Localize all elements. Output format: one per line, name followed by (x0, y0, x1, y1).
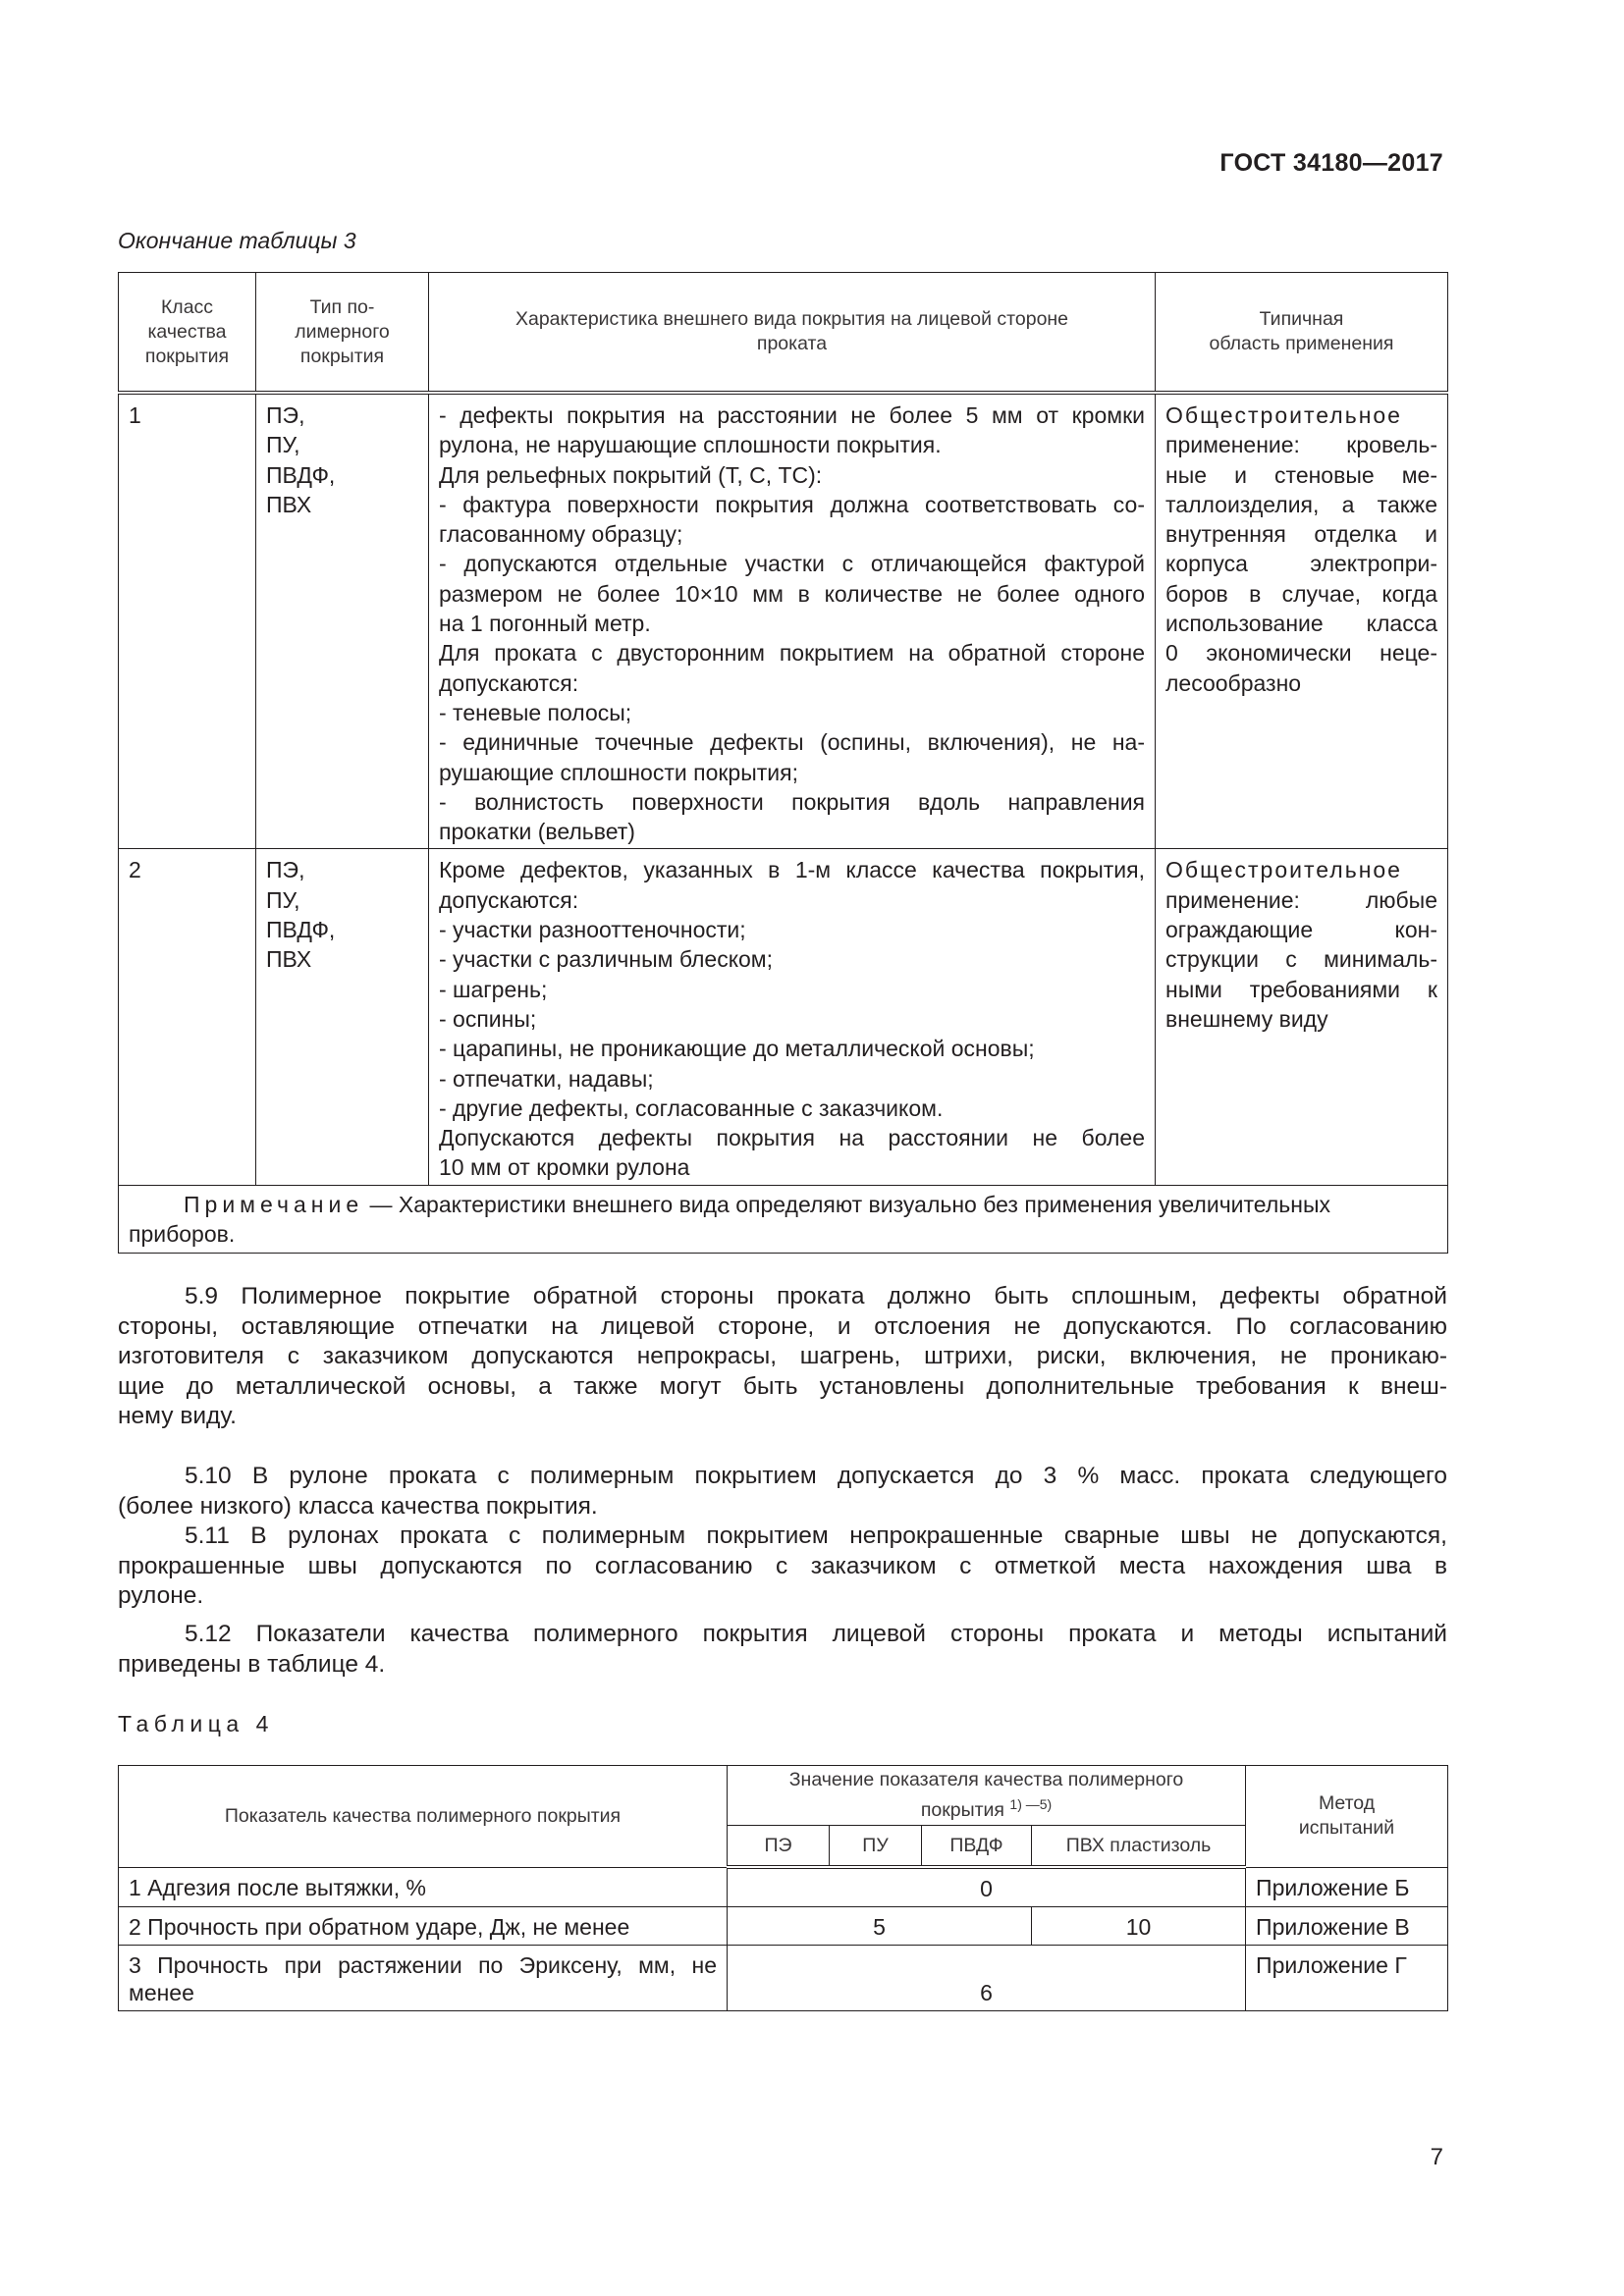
table4-col-indicator: Показатель качества полимерного покрытия (119, 1766, 728, 1868)
paragraph-5-11: 5.11 В рулонах проката с полимерным покрытием непрокрашенные сварные швы не допускаются, прокрашенные швы допускаются по согласованию с заказчиком с отметкой места нахождения шва в рулоне. (118, 1522, 1447, 1610)
subcol-pe: ПЭ (728, 1826, 830, 1868)
table3-caption: Окончание таблицы 3 (118, 228, 356, 253)
table4-header-row (119, 1766, 1448, 1826)
table-3 (118, 272, 1448, 1254)
indicator-cell: 3 Прочность при растяжении по Эриксену, мм, не менее (119, 1946, 728, 2011)
value-cell: 0 (728, 1867, 1246, 1907)
paragraph-5-9: 5.9 Полимерное покрытие обратной стороны проката должно быть сплошным, дефекты обратной стороны, оставляющие отпечатки на лицевой стороне, и отслоения не допускаются. По согласованию изготовителя с заказчиком допускаются непрокрасы, шагрень, штрихи, риски, включения, не проникаю- щие до металлической основы, а также могут быть установлены дополнительные требования к внеш- нему виду. (118, 1283, 1447, 1430)
class-cell: 1 (119, 393, 256, 849)
subcol-pvdf: ПВДФ (922, 1826, 1032, 1868)
method-cell: Приложение Б (1246, 1867, 1448, 1907)
subcol-pvc: ПВХ пластизоль (1032, 1826, 1246, 1868)
note-text-continued: приборов. (129, 1220, 236, 1247)
table4-col-value: Значение показателя качества полимерного покрытия $^{1) —5)}$ (728, 1766, 1246, 1826)
table-row (119, 1946, 1448, 2011)
description-cell: Кроме дефектов, указанных в 1-м классе качества покрытия, допускаются: - участки разнооттеночности; - участки с различным блеском; - шагрень; - оспины; - царапины, не проникающие до металлической основы; - отпечатки, надавы; - другие дефекты, согласованные с заказчиком. Допускаются дефекты покрытия на расстоянии не более 10 мм от кромки рулона (429, 849, 1156, 1185)
table3-col-characteristic: Характеристика внешнего вида покрытия на лицевой стороне проката (429, 273, 1156, 394)
method-cell: Приложение В (1246, 1907, 1448, 1946)
note-text: — Характеристики внешнего вида определяют визуально без применения увеличительных (363, 1191, 1330, 1217)
table-note (119, 1185, 1448, 1253)
table3-col-application: Типичная область применения (1156, 273, 1448, 394)
value-cell: 10 (1032, 1907, 1246, 1946)
footnote-ref: 1) —5) (1009, 1796, 1053, 1812)
class-cell: 2 (119, 849, 256, 1185)
subcol-pu: ПУ (830, 1826, 922, 1868)
value-cell: 5 (728, 1907, 1032, 1946)
table3-col-class: Класс качества покрытия (119, 273, 256, 394)
note-label: Примечание (184, 1191, 364, 1217)
table3-col-type: Тип по- лимерного покрытия (256, 273, 429, 394)
table-4 (118, 1765, 1448, 2011)
table-row (119, 1867, 1448, 1907)
table-row (119, 393, 1448, 849)
page-number: 7 (1430, 2144, 1443, 2170)
document-header: ГОСТ 34180—2017 (1219, 149, 1443, 177)
table3-header-row (119, 273, 1448, 394)
table-note-row (119, 1185, 1448, 1253)
description-cell: - дефекты покрытия на расстоянии не более 5 мм от кромки рулона, не нарушающие сплошности покрытия. Для рельефных покрытий (Т, С, ТС): - фактура поверхности покрытия должна соответствовать со- гласованному образцу; - допускаются отдельные участки с отличающейся фактурой размером не более 10×10 мм в количестве не более одного на 1 погонный метр. Для проката с двусторонним покрытием на обратной стороне допускаются: - теневые полосы; - единичные точечные дефекты (оспины, включения), не на- рушающие сплошности покрытия; - волнистость поверхности покрытия вдоль направления прокатки (вельвет) (429, 393, 1156, 849)
type-cell: ПЭ, ПУ, ПВДФ, ПВХ (256, 393, 429, 849)
application-cell: Общестроительное применение: любые ограждающие кон- струкции с минималь- ными требованиями к внешнему виду (1156, 849, 1448, 1185)
method-cell: Приложение Г (1246, 1946, 1448, 2011)
value-cell: 6 (728, 1946, 1246, 2011)
table4-col-method: Метод испытаний (1246, 1766, 1448, 1868)
indicator-cell: 1 Адгезия после вытяжки, % (119, 1867, 728, 1907)
indicator-cell: 2 Прочность при обратном ударе, Дж, не менее (119, 1907, 728, 1946)
paragraph-5-10: 5.10 В рулоне проката с полимерным покрытием допускается до 3 % масс. проката следующего (более низкого) класса качества покрытия. (118, 1463, 1447, 1520)
application-cell: Общестроительное применение: кровель- ные и стеновые ме- таллоизделия, а также внутренняя отделка и корпуса электропри- боров в случае, когда использование класса 0 экономически неце- лесообразно (1156, 393, 1448, 849)
paragraph-5-12: 5.12 Показатели качества полимерного покрытия лицевой стороны проката и методы испытаний приведены в таблице 4. (118, 1621, 1447, 1678)
table-row (119, 1907, 1448, 1946)
type-cell: ПЭ, ПУ, ПВДФ, ПВХ (256, 849, 429, 1185)
table4-caption: Таблица 4 (118, 1711, 274, 1736)
table-row (119, 849, 1448, 1185)
